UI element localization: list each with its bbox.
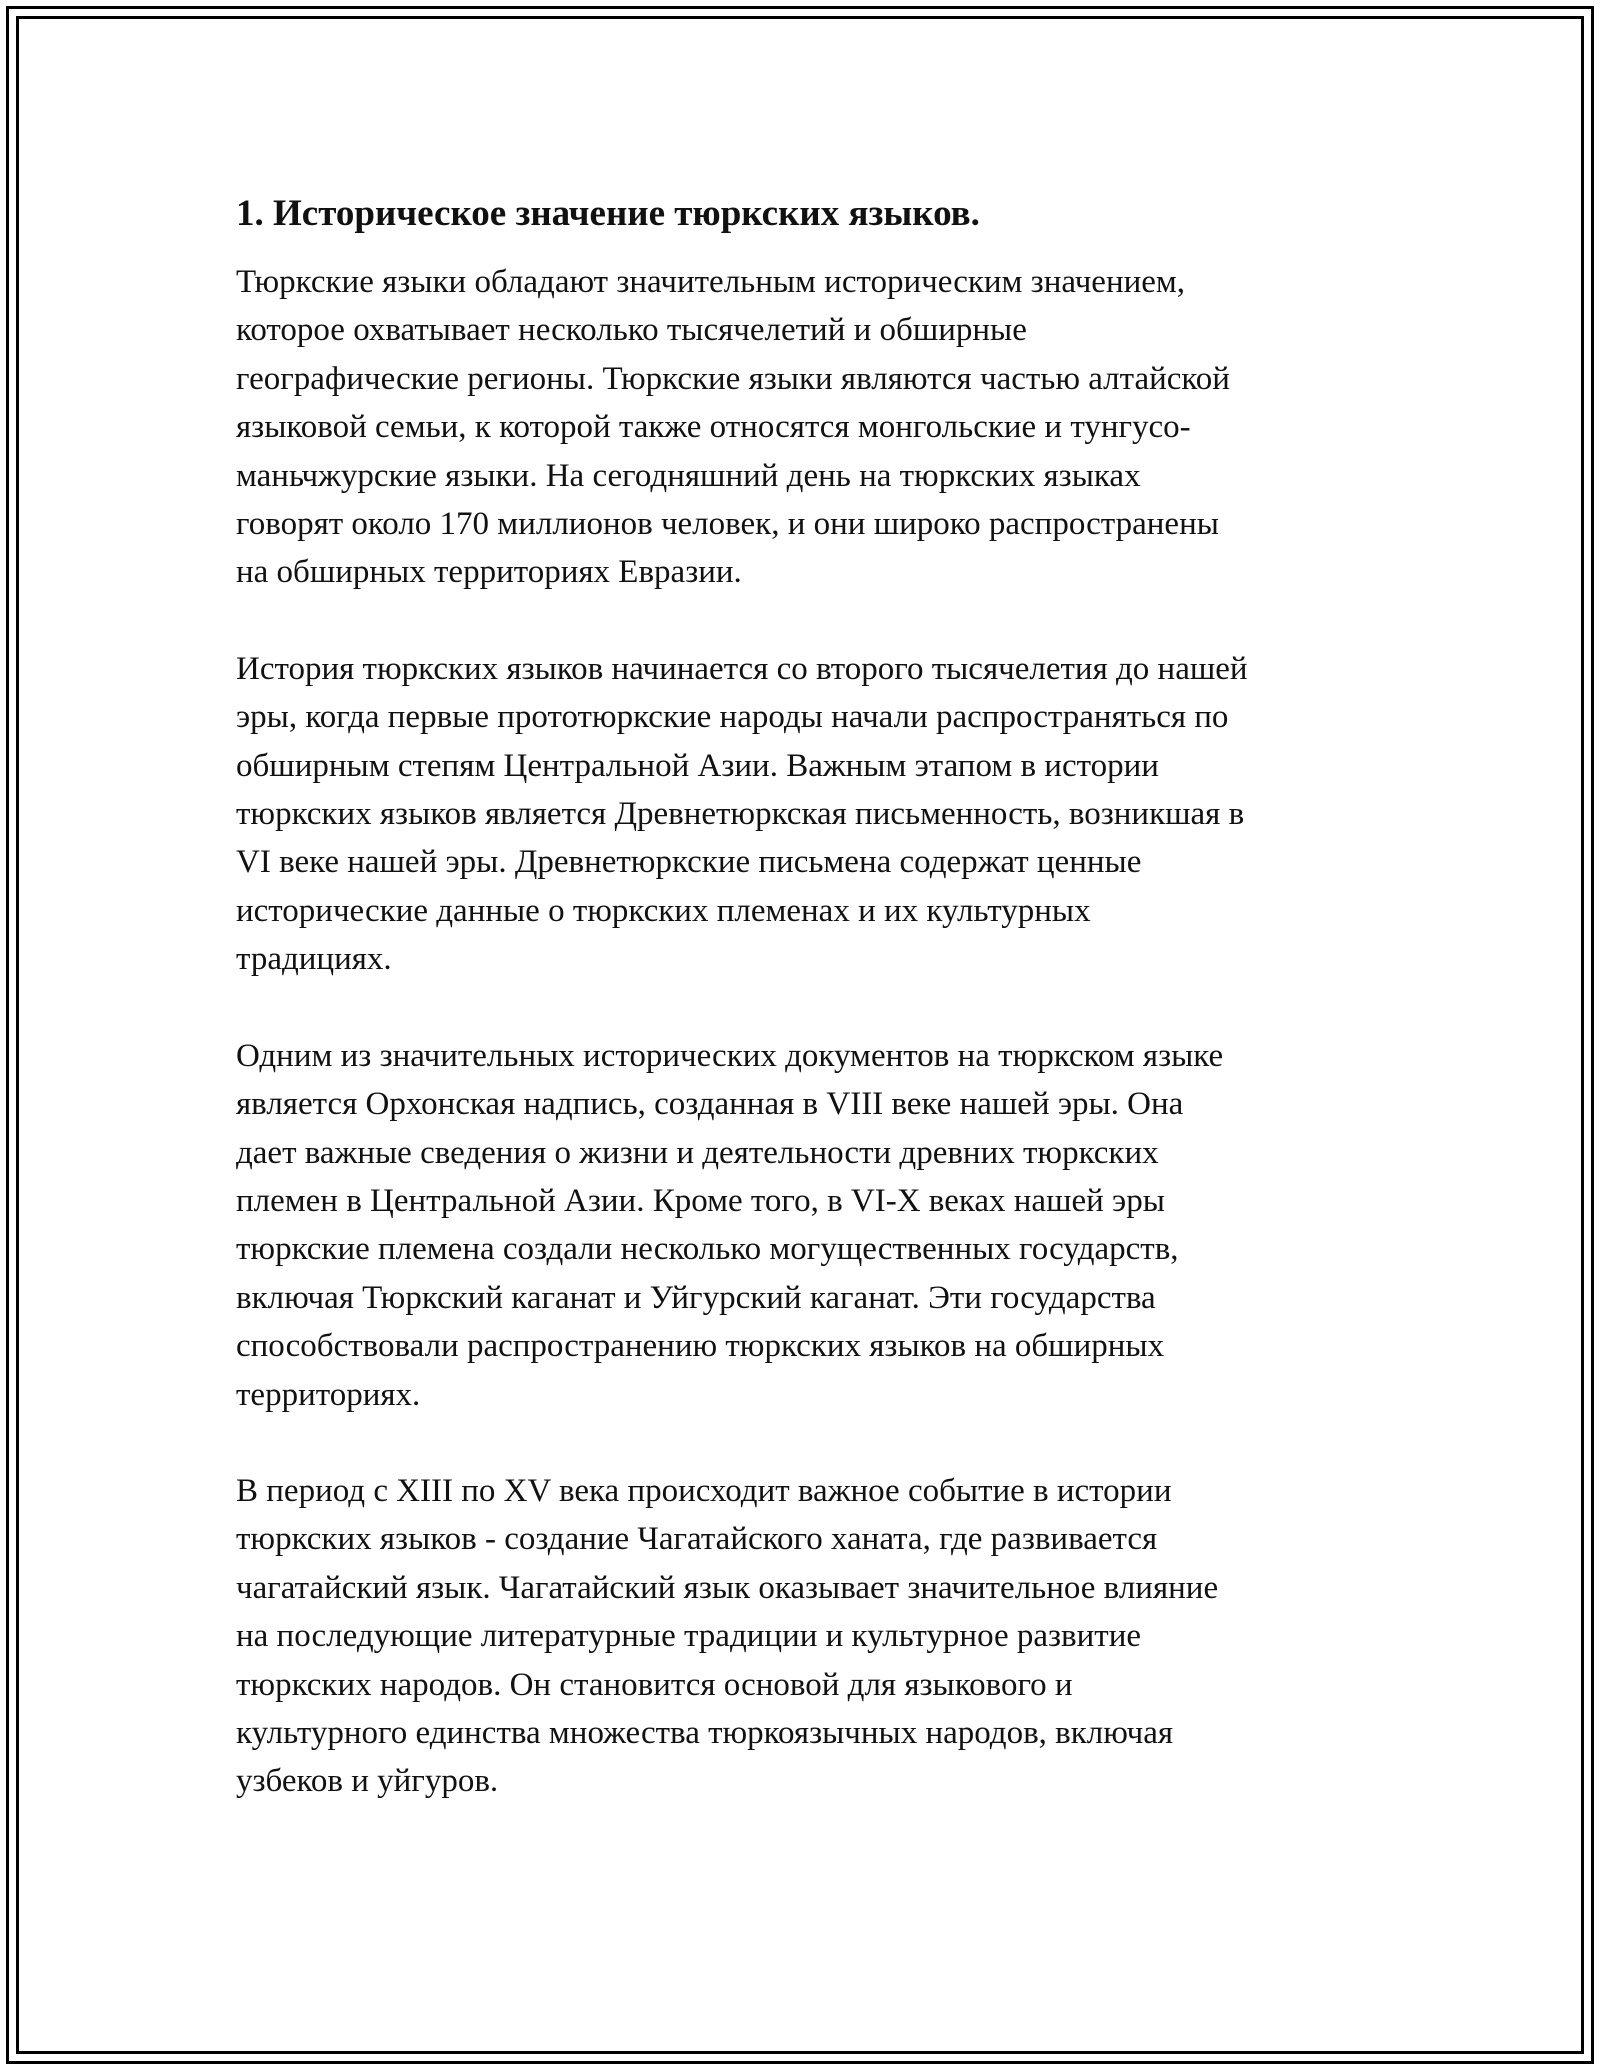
paragraph-2: История тюркских языков начинается со второго тысячелетия до нашей эры, когда первые прототюркские народы начали распространяться по обширным степям Центральной Азии. Важным этапом в истории тюркских языков является Древнетюркская письменность, возникшая в VI веке нашей эры. Древнетюркские письмена содержат ценные исторические данные о тюркских племенах и их культурных традициях. (236, 650, 1248, 978)
section-heading: 1. Историческое значение тюркских языков. (236, 193, 980, 234)
paragraph-1: Тюркские языки обладают значительным историческим значением, которое охватывает несколько тысячелетий и обширные географические регионы. Тюркские языки являются частью алтайской языковой семьи, к которой также относятся монгольские и тунгусо- маньчжурские языки. На сегодняшний день на тюркских языках говорят около 170 миллионов человек, и они широко распространены на обширных территориях Евразии. (236, 264, 1230, 591)
paragraph-3: Одним из значительных исторических документов на тюркском языке является Орхонская надпись, созданная в VIII веке нашей эры. Она дает важные сведения о жизни и деятельности древних тюркских племен в Центральной Азии. Кроме того, в VI-X веках нашей эры тюркские племена создали несколько могущественных государств, включая Тюркский каганат и Уйгурский каганат. Эти государства способствовали распространению тюркских языков на обширных территориях. (236, 1037, 1224, 1413)
document-body (236, 190, 1386, 1854)
paragraph-4: В период с XIII по XV века происходит важное событие в истории тюркских языков - создание Чагатайского ханата, где развивается чагатайский язык. Чагатайский язык оказывает значительное влияние на последующие литературные традиции и культурное развитие тюркских народов. Он становится основой для языкового и культурного единства множества тюркоязычных народов, включая узбеков и уйгуров. (236, 1472, 1219, 1800)
